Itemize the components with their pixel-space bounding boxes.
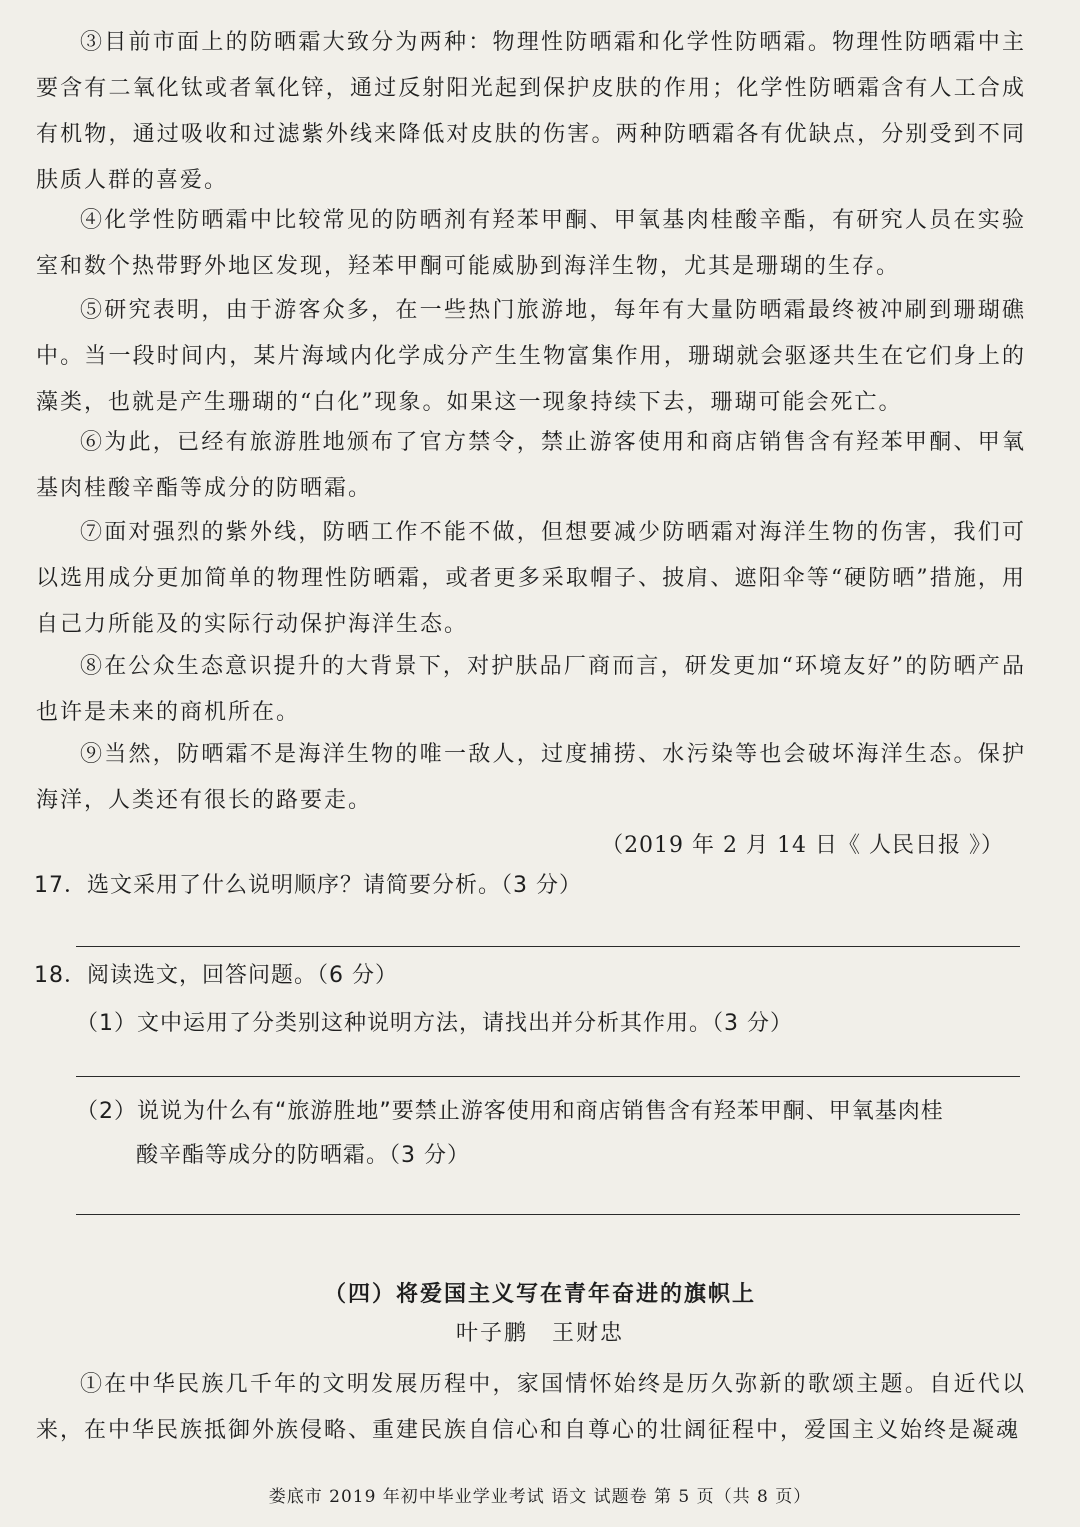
question-18: 18．阅读选文，回答问题。（6 分） [34, 963, 398, 988]
page-footer: 娄底市 2019 年初中毕业学业考试 语文 试题卷 第 5 页（共 8 页） [268, 1487, 812, 1507]
article-source: （2019 年 2 月 14 日《 人民日报 》） [601, 833, 1004, 858]
paragraph-8: ⑧在公众生态意识提升的大背景下，对护肤品厂商而言，研发更加“环境友好”的防晒产品也许是未来的商机所在。 [36, 654, 1026, 725]
answer-line-18-2[interactable] [76, 1214, 1020, 1215]
answer-line-17[interactable] [76, 946, 1020, 947]
question-18-1: （1）文中运用了分类别这种说明方法，请找出并分析其作用。（3 分） [76, 1011, 793, 1036]
section-title: （四）将爱国主义写在青年奋进的旗帜上 [323, 1281, 756, 1307]
paragraph-4: ④化学性防晒霜中比较常见的防晒剂有羟苯甲酮、甲氧基肉桂酸辛酯，有研究人员在实验室和数个热带野外地区发现，羟苯甲酮可能威胁到海洋生物，尤其是珊瑚的生存。 [36, 208, 1026, 279]
paragraph-5: ⑤研究表明，由于游客众多，在一些热门旅游地，每年有大量防晒霜最终被冲刷到珊瑚礁中。当一段时间内，某片海域内化学成分产生生物富集作用，珊瑚就会驱逐共生在它们身上的藻类，也就是产生珊瑚的“白化”现象。如果这一现象持续下去，珊瑚可能会死亡。 [36, 298, 1026, 415]
section-authors: 叶子鹏 王财忠 [455, 1321, 624, 1346]
paragraph-7: ⑦面对强烈的紫外线，防晒工作不能不做，但想要减少防晒霜对海洋生物的伤害，我们可以选用成分更加简单的物理性防晒霜，或者更多采取帽子、披肩、遮阳伞等“硬防晒”措施，用自己力所能及的实际行动保护海洋生态。 [36, 520, 1026, 637]
section-paragraph-1: ①在中华民族几千年的文明发展历程中，家国情怀始终是历久弥新的歌颂主题。自近代以来，在中华民族抵御外族侵略、重建民族自信心和自尊心的壮阔征程中，爱国主义始终是凝魂 [36, 1372, 1026, 1443]
paragraph-9: ⑨当然，防晒霜不是海洋生物的唯一敌人，过度捕捞、水污染等也会破坏海洋生态。保护海洋，人类还有很长的路要走。 [36, 742, 1026, 813]
question-18-2-line1: （2）说说为什么有“旅游胜地”要禁止游客使用和商店销售含有羟苯甲酮、甲氧基肉桂 [76, 1099, 944, 1124]
paragraph-3: ③目前市面上的防晒霜大致分为两种：物理性防晒霜和化学性防晒霜。物理性防晒霜中主要含有二氧化钛或者氧化锌，通过反射阳光起到保护皮肤的作用；化学性防晒霜含有人工合成有机物，通过吸收和过滤紫外线来降低对皮肤的伤害。两种防晒霜各有优缺点，分别受到不同肤质人群的喜爱。 [36, 30, 1026, 193]
question-18-2-line2: 酸辛酯等成分的防晒霜。（3 分） [136, 1143, 470, 1168]
paragraph-6: ⑥为此，已经有旅游胜地颁布了官方禁令，禁止游客使用和商店销售含有羟苯甲酮、甲氧基肉桂酸辛酯等成分的防晒霜。 [36, 430, 1026, 501]
answer-line-18-1[interactable] [76, 1076, 1020, 1077]
question-17: 17．选文采用了什么说明顺序？请简要分析。（3 分） [34, 873, 582, 898]
